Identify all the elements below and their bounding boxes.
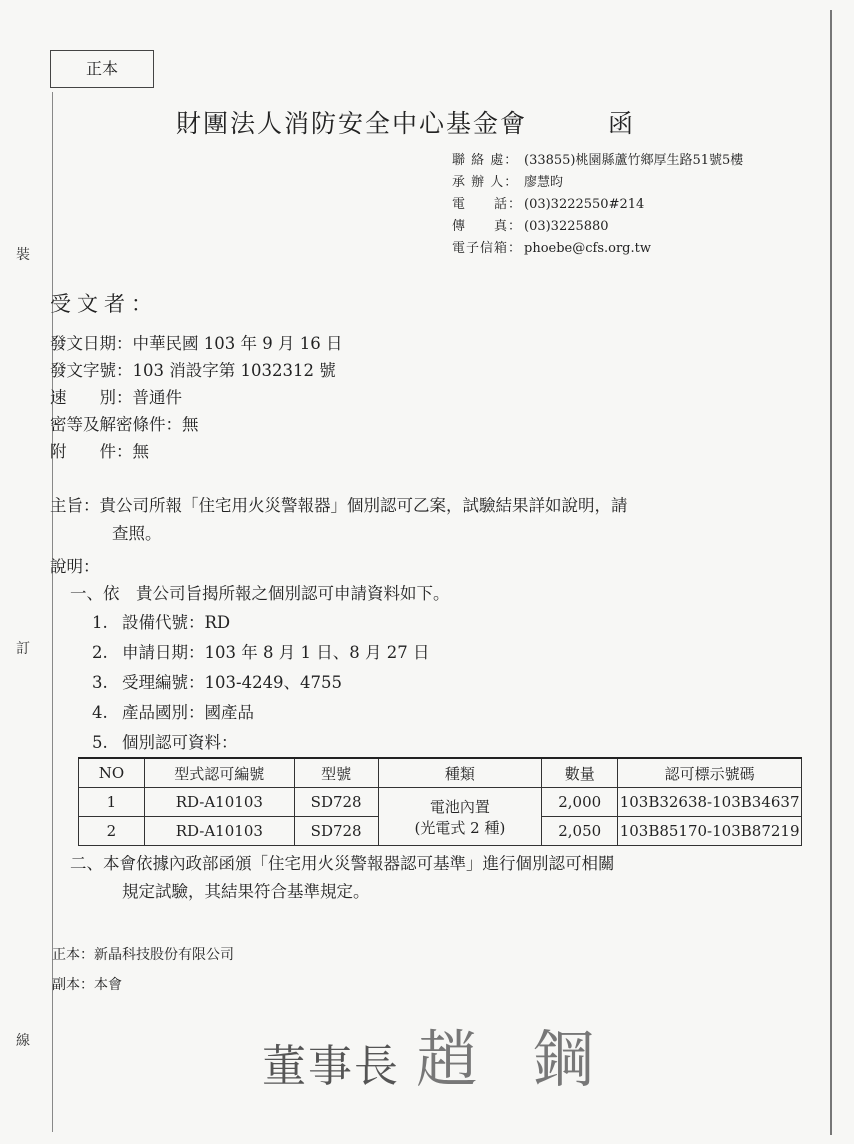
table-row [79, 788, 802, 817]
list-number: 4. [92, 703, 108, 722]
meta-value: 103 消設字第 1032312 號 [132, 361, 336, 380]
contact-value: (33855)桃園縣蘆竹鄉厚生路51號5樓 [524, 153, 744, 168]
document-type: 函 [608, 109, 634, 138]
signature-title: 董事長 [262, 1041, 400, 1092]
explanation-label: 說明： [50, 557, 100, 576]
cell-no: 2 [79, 817, 145, 846]
list-item [92, 698, 429, 728]
subject-line-1: 主旨：貴公司所報「住宅用火災警報器」個別認可乙案，試驗結果詳如說明，請 [50, 496, 628, 515]
contact-label: 承 辦 人： [452, 175, 519, 190]
contact-label: 傳 真： [452, 219, 523, 234]
contact-label: 電 話： [452, 197, 523, 212]
cell-quantity: 2,000 [542, 788, 618, 817]
list-text: 申請日期：103 年 8 月 1 日、8 月 27 日 [122, 643, 430, 662]
column-header-model: 型號 [294, 758, 378, 788]
meta-label: 附 件： [50, 442, 133, 461]
contact-value: 廖慧昀 [524, 175, 564, 190]
list-number: 1. [92, 613, 108, 632]
list-item [92, 668, 429, 698]
meta-urgency [50, 384, 342, 411]
cell-quantity: 2,050 [542, 817, 618, 846]
item-1-intro: 一、依 貴公司旨揭所報之個別認可申請資料如下。 [70, 584, 450, 603]
contact-label: 聯 絡 處： [452, 153, 519, 168]
contact-label: 電子信箱： [452, 241, 523, 256]
copy-recipient: 副本：本會 [52, 977, 122, 993]
contact-value: phoebe@cfs.org.tw [524, 241, 651, 256]
contact-address [452, 150, 743, 172]
original-recipient: 正本：新晶科技股份有限公司 [52, 947, 234, 963]
recipient-label: 受文者： [50, 292, 158, 316]
cell-model: SD728 [294, 788, 378, 817]
column-header-kind: 種類 [378, 758, 542, 788]
meta-value: 中華民國 103 年 9 月 16 日 [132, 334, 343, 353]
contact-value: (03)3225880 [524, 219, 609, 234]
list-item [92, 728, 429, 758]
list-text: 產品國別：國產品 [122, 703, 254, 722]
list-item [92, 638, 429, 668]
list-number: 5. [92, 733, 108, 752]
meta-attachments [50, 438, 342, 465]
cell-no: 1 [79, 788, 145, 817]
column-header-label-range: 認可標示號碼 [618, 758, 802, 788]
list-text: 設備代號：RD [122, 613, 231, 632]
table-header-row [79, 758, 802, 788]
contact-block [452, 150, 743, 260]
kind-line-2: (光電式 2 種) [414, 818, 506, 837]
list-number: 3. [92, 673, 108, 692]
meta-label: 發文字號： [50, 361, 133, 380]
cell-label-range: 103B32638-103B34637 [618, 788, 802, 817]
signature-seal-glyph-2: 鋼 [532, 1023, 597, 1096]
margin-mark-line: 線 [16, 1033, 30, 1049]
item-2-line-1: 二、本會依據內政部函頒「住宅用火災警報器認可基準」進行個別認可相關 [70, 854, 615, 873]
cell-kind [378, 788, 542, 846]
organization-title: 財團法人消防安全中心基金會 [176, 109, 528, 138]
item-2-line-2: 規定試驗，其結果符合基準規定。 [122, 882, 370, 901]
margin-mark-staple: 訂 [16, 641, 30, 657]
meta-label: 發文日期： [50, 334, 133, 353]
page-edge-line [830, 10, 832, 1135]
meta-document-number [50, 357, 342, 384]
meta-label: 速 別： [50, 388, 133, 407]
permit-table [78, 757, 802, 846]
list-number: 2. [92, 643, 108, 662]
distribution-block [52, 940, 234, 1000]
contact-phone [452, 194, 743, 216]
chairman-signature [262, 1010, 596, 1099]
contact-fax [452, 216, 743, 238]
item-2-block [70, 850, 615, 906]
meta-value: 普通件 [132, 388, 182, 407]
meta-issue-date [50, 330, 342, 357]
kind-line-1: 電池內置 [429, 797, 490, 816]
contact-email [452, 238, 743, 260]
meta-value: 無 [182, 415, 199, 434]
cell-approval-no: RD-A10103 [144, 817, 294, 846]
signature-seal-glyph-1: 趙 [416, 1023, 481, 1096]
column-header-approval-no: 型式認可編號 [144, 758, 294, 788]
contact-handler [452, 172, 743, 194]
column-header-quantity: 數量 [542, 758, 618, 788]
application-details-list [92, 608, 429, 758]
subject-line-2: 查照。 [112, 524, 162, 543]
list-text: 個別認可資料： [122, 733, 238, 752]
cell-label-range: 103B85170-103B87219 [618, 817, 802, 846]
column-header-no: NO [79, 758, 145, 788]
meta-label: 密等及解密條件： [50, 415, 182, 434]
contact-value: (03)3222550#214 [524, 197, 645, 212]
meta-value: 無 [132, 442, 149, 461]
original-copy-stamp: 正本 [50, 50, 154, 88]
subject-block [50, 492, 628, 548]
list-text: 受理編號：103-4249、4755 [122, 673, 343, 692]
cell-model: SD728 [294, 817, 378, 846]
document-meta [50, 330, 342, 465]
list-item [92, 608, 429, 638]
meta-confidentiality [50, 411, 342, 438]
margin-mark-bind: 裝 [16, 247, 30, 263]
cell-approval-no: RD-A10103 [144, 788, 294, 817]
